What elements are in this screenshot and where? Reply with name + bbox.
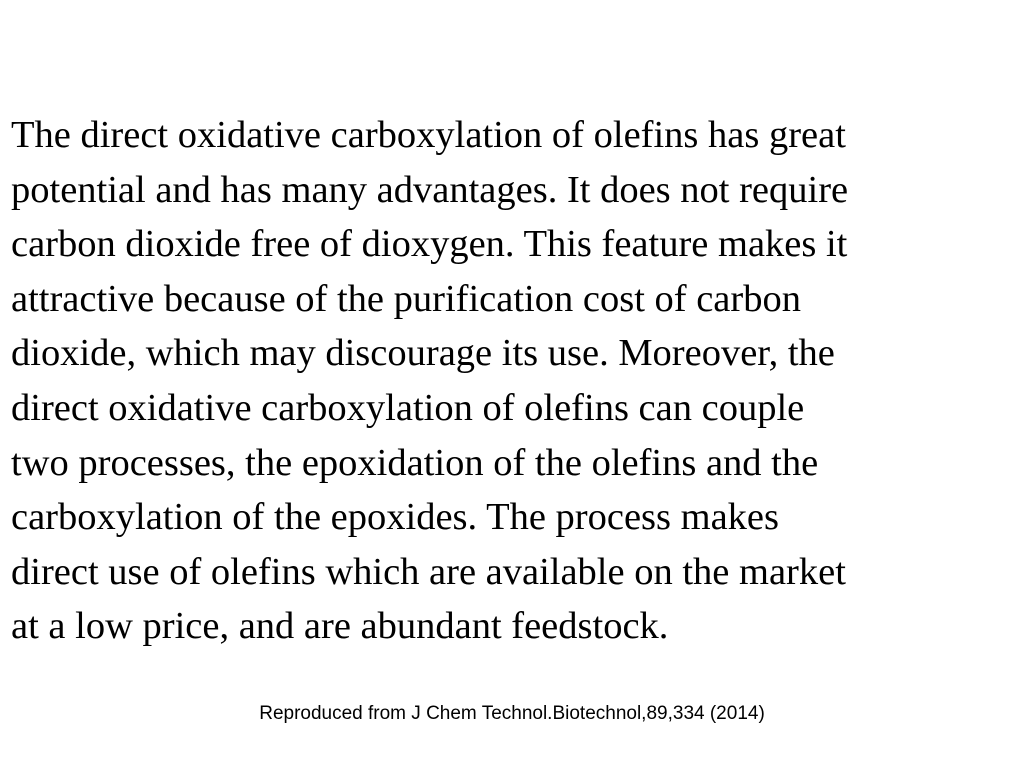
paragraph-line-7: two processes, the epoxidation of the olefins and the	[11, 441, 819, 484]
main-paragraph	[11, 108, 1011, 654]
paragraph-line-9: direct use of olefins which are available on the market	[11, 550, 846, 593]
paragraph-line-5: dioxide, which may discourage its use. Moreover, the	[11, 332, 835, 375]
paragraph-line-2: potential and has many advantages. It does not require	[11, 168, 849, 211]
paragraph-line-8: carboxylation of the epoxides. The process makes	[11, 496, 779, 539]
paragraph-line-10: at a low price, and are abundant feedstock.	[11, 605, 669, 648]
paragraph-line-4: attractive because of the purification cost of carbon	[11, 277, 801, 320]
paragraph-line-3: carbon dioxide free of dioxygen. This feature makes it	[11, 223, 848, 266]
paragraph-line-1: The direct oxidative carboxylation of olefins has great	[11, 114, 846, 156]
paragraph-line-6: direct oxidative carboxylation of olefins can couple	[11, 386, 805, 429]
citation-text: Reproduced from J Chem Technol.Biotechnol,89,334 (2014)	[259, 703, 765, 724]
